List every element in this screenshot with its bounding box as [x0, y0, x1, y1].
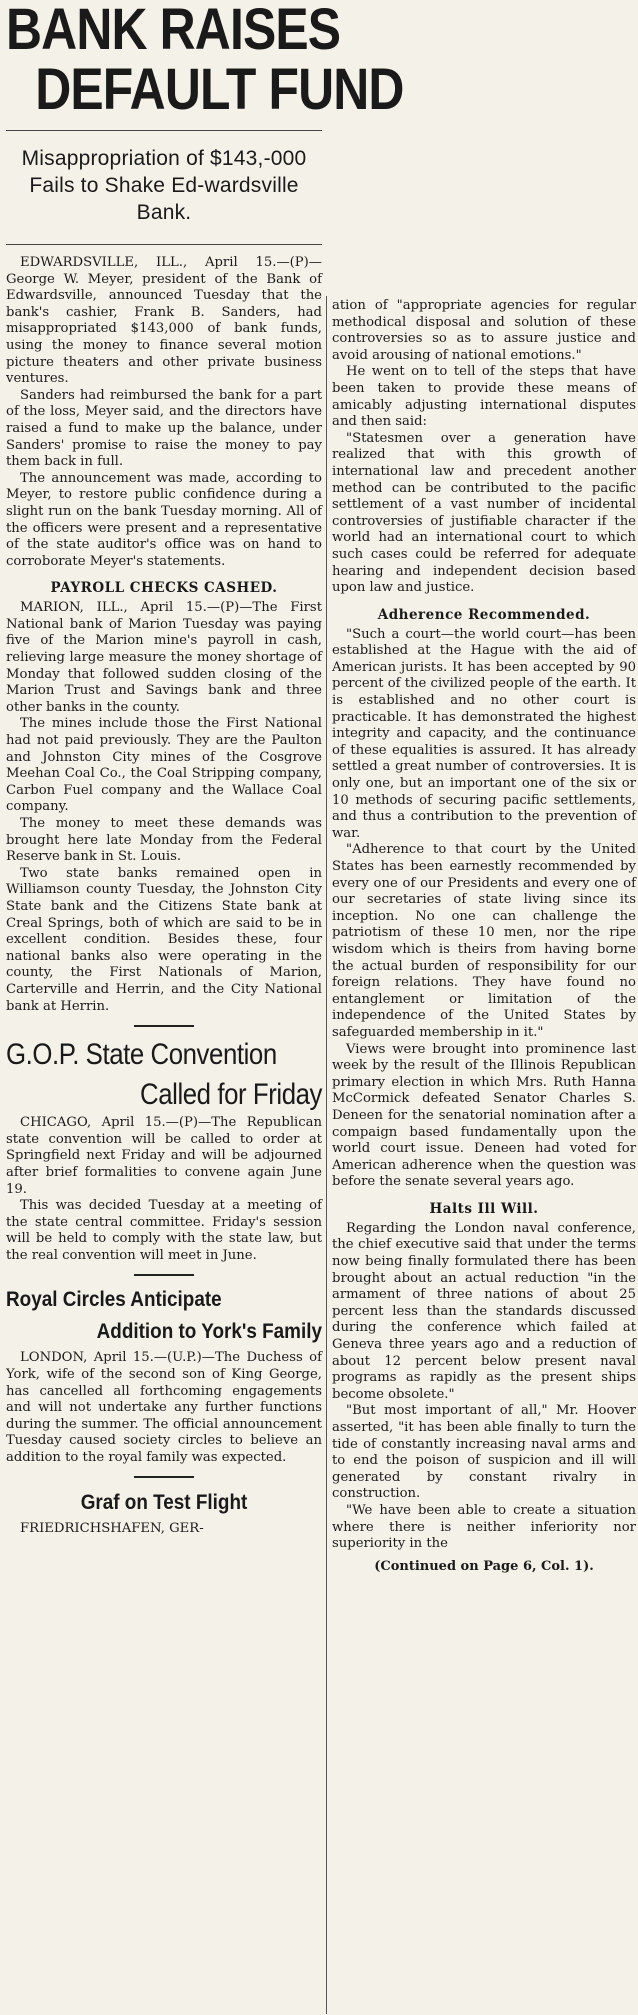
paragraph: Sanders had reimbursed the bank for a part of the loss, Meyer said, and the directors have raised a fund to make up the balance, under Sanders' promise to raise the money to pay them back in full. — [6, 387, 322, 470]
continued-line: (Continued on Page 6, Col. 1). — [374, 1558, 594, 1574]
adherence-subhead: Adherence Recommended. — [377, 606, 591, 623]
paragraph: Views were brought into prominence last week by the result of the Illinois Republican primary election in which Mrs. Ruth Hanna McCormick defeated Senator Charles S. Deneen for the senatorial nomination after a compaign based fundamentally upon the world court issue. Deneen had voted for American adherence when the question was before the senate several years ago. — [332, 1041, 636, 1190]
story-divider — [6, 1473, 322, 1483]
column-rule — [326, 296, 327, 2014]
story-divider — [6, 1021, 322, 1031]
deck-headline: Misappropriation of $143,-000 Fails to Shake Ed-wardsville Bank. — [21, 147, 307, 224]
paragraph: "Adherence to that court by the United States has been earnestly recommended by every one of our Presidents and every one of our secretaries of state living since its inception. No one can challenge the patriotism of these 10 men, nor the ripe wisdom which is theirs from having borne the actual burden of responsibility for our foreign relations. They have found no entanglement or limitation of the independence of the United States by safeguarded membership in it." — [332, 842, 636, 1040]
paragraph: "Such a court—the world court—has been established at the Hague with the aid of American jurists. It has been accepted by 90 percent of the civilized people of the earth. It is established and no other court is practicable. It has demonstrated the highest integrity and capacity, and the continuance of these equalities is assured. It has already settled a great number of controversies. It is only one, but an important one of the six or 10 methods of securing pacific settlements, and thus a contribution to the prevention of war. — [332, 626, 636, 841]
gop-headline-line2: Called for Friday — [140, 1078, 322, 1112]
paragraph: MARION, ILL., April 15.—(P)—The First National bank of Marion Tuesday was paying five of the Marion mine's payroll in cash, relieving large measure the money shortage of Monday that followed sudden closing of the Marion Trust and Savings bank and three other banks in the county. — [6, 600, 322, 715]
paragraph: "But most important of all," Mr. Hoover asserted, "it has been able finally to turn the tide of constantly increasing naval arms and to end the poison of suspicion and ill will generated by constant rivalry in construction. — [332, 1403, 636, 1502]
payroll-story — [6, 600, 322, 1015]
paragraph: The announcement was made, according to Meyer, to restore public confidence during a slight run on the bank Tuesday morning. All of the officers were present and a representative of the state auditor's office was on hand to corroborate Meyer's statements. — [6, 470, 322, 569]
bank-story — [6, 255, 322, 570]
paragraph: ation of "appropriate agencies for regular methodical disposal and solution of these controversies so as to assure justice and avoid arousing of national emotions." — [332, 298, 636, 363]
royal-headline-line2: Addition to York's Family — [96, 1320, 322, 1344]
paragraph: The mines include those the First National had not paid previously. They are the Paulton and Johnston City mines of the Cosgrove Meehan Coal Co., the Coal Stripping company, Carbon Fuel company and the Wallace Coal company. — [6, 716, 322, 815]
paragraph: This was decided Tuesday at a meeting of the state central committee. Friday's session will be held to comply with the state law, but the real convention will meet in June. — [6, 1198, 322, 1263]
halts-subhead: Halts Ill Will. — [429, 1200, 539, 1217]
gop-headline-line1: G.O.P. State Convention — [6, 1038, 277, 1072]
headline-rule — [6, 130, 322, 131]
paragraph: Regarding the London naval conference, the chief executive said that under the terms now being finally formulated there has been brought about an actual reduction "in the armament of three nations of about 25 percent less than the standards discussed during the conference which failed at Geneva three years ago and a reduction of about 12 percent below present naval programs as rapidly as the present ships become obsolete." — [332, 1220, 636, 1402]
gop-story — [6, 1115, 322, 1264]
royal-story — [6, 1350, 322, 1466]
graf-dateline: FRIEDRICHSHAFEN, GER- — [20, 1520, 204, 1536]
payroll-subhead: PAYROLL CHECKS CASHED. — [50, 580, 278, 597]
right-column — [332, 298, 636, 1574]
deck-rule — [6, 244, 322, 245]
left-column — [6, 0, 404, 1537]
paragraph: He went on to tell of the steps that have been taken to provide these means of amicably adjusting international disputes and then said: — [332, 364, 636, 430]
paragraph: LONDON, April 15.—(U.P.)—The Duchess of York, wife of the second son of King George, has cancelled all forthcoming engagements and will not undertake any further functions during the summer. The official announcement Tuesday caused society circles to believe an addition to the royal family was expected. — [6, 1350, 322, 1466]
paragraph: "Statesmen over a generation have realized that with this growth of international law and precedent another method can be contributed to the pacific settlement of a vast number of incidental controversies of justifiable character if the world had an international court to which such cases could be referred for adequate hearing and independent decision based upon law and justice. — [332, 430, 636, 596]
paragraph: "We have been able to create a situation where there is neither inferiority nor superiority in the — [332, 1502, 636, 1552]
main-headline-line2: DEFAULT FUND — [35, 57, 404, 122]
paragraph: CHICAGO, April 15.—(P)—The Republican state convention will be called to order at Springfield next Friday and will be adjourned after brief formalities to convene again June 19. — [6, 1115, 322, 1197]
paragraph: EDWARDSVILLE, ILL., April 15.—(P)—George W. Meyer, president of the Bank of Edwardsville, announced Tuesday that the bank's cashier, Frank B. Sanders, had misappropriated $143,000 of bank funds, using the money to finance several motion picture theaters and other private business ventures. — [6, 255, 322, 387]
graf-headline: Graf on Test Flight — [80, 1490, 248, 1514]
paragraph: The money to meet these demands was brought here late Monday from the Federal Reserve bank in St. Louis. — [6, 816, 322, 865]
story-divider — [6, 1270, 322, 1280]
royal-headline-line1: Royal Circles Anticipate — [6, 1288, 222, 1312]
main-headline-line1: BANK RAISES — [6, 0, 341, 62]
paragraph: Two state banks remained open in Williamson county Tuesday, the Johnston City State bank and the Citizens State bank at Creal Springs, both of which are said to be in excellent condition. Besides these, four national banks also were operating in the county, the First Nationals of Marion, Carterville and Herrin, and the City National bank at Herrin. — [6, 865, 322, 1014]
